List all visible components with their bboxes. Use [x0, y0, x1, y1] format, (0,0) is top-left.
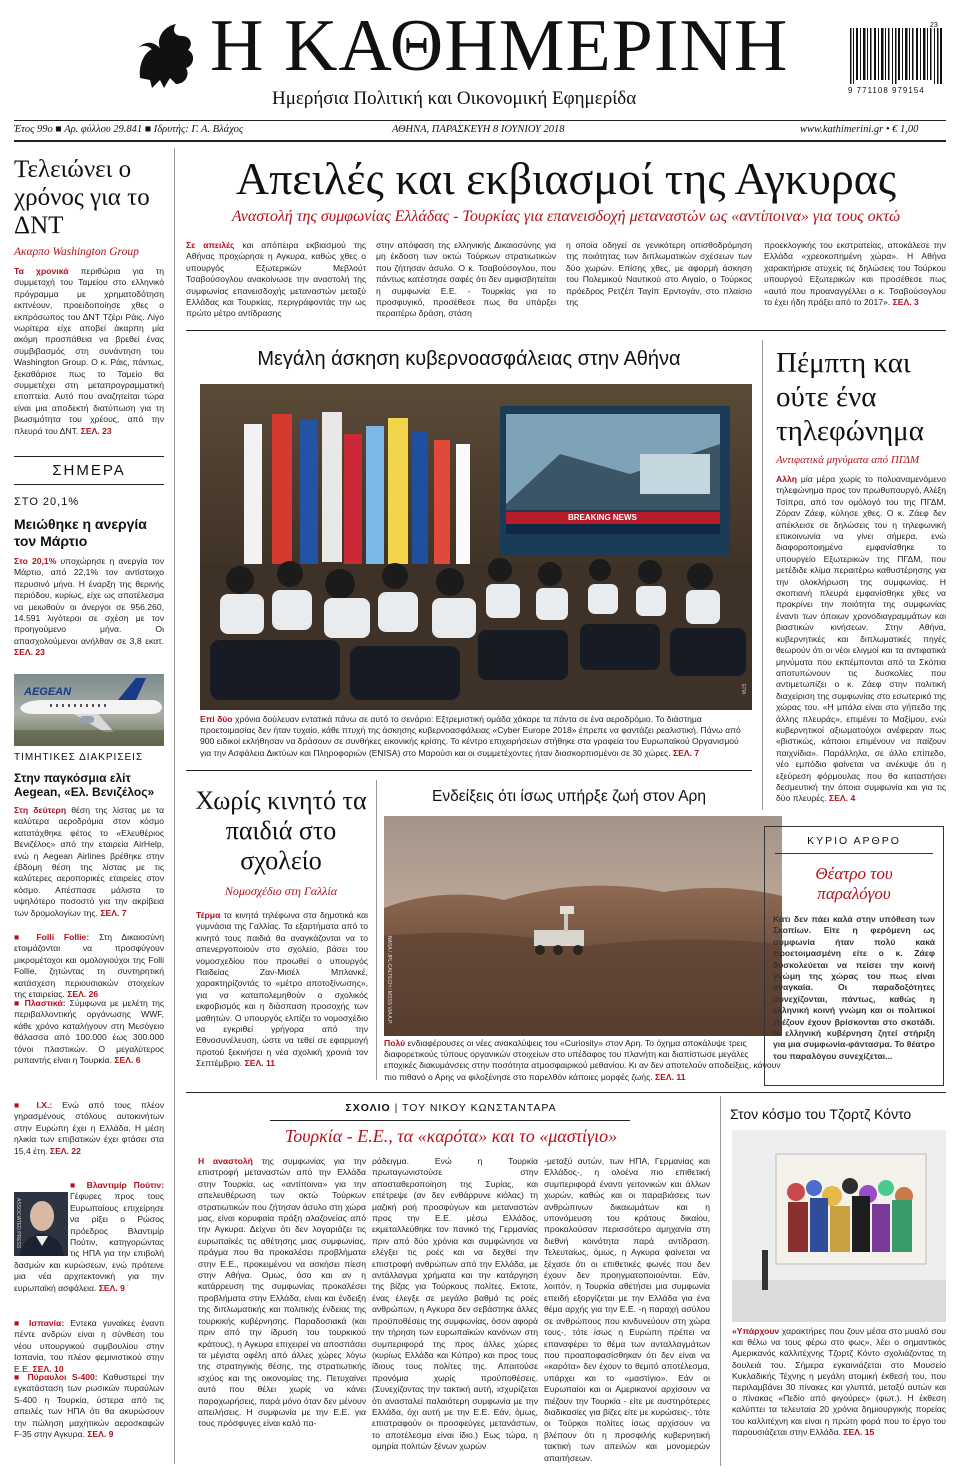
comment-col-3: -μεταξύ αυτών, των ΗΠΑ, Γερμανίας και Ελλάδος-, η ολοένα πιο επιθετική συμπεριφορά έναντι γειτονικών και άλλων χωρών, καθώς και οι παραβιάσεις των ανθρώπινων δικαιωμάτων και η υπονόμευση του κράτους δικαίου, προκαλούσαν περισσότερο αμηχανία στη διεθνή κοινότητα παρά αντίδραση. Τελευταίως, όμως, η Αγκυρα φαίνεται να ξέχασε ότι οι επιθετικές φωνές που δεν έχουν δεν προηγματοποιούνται. Εάν, λοιπόν, η Τουρκία αθετήσει μια συμφωνία επειδή εξοργίζεται με την Ελλάδα για ένα θέμα αρχής για την Ε.Ε. -η παραχή ασύλου σε ανθρώπους που κινδυνεύουν στη χώρα τους-, τότε ίσως η Ευρώπη πρέπει να επαναφέρει το θέμα των ανταλλαγμάτων που προαποφασίσθηκαν ότι δεν είναι να «καρότα» δεν έχουν το θεμιτό αποτέλεσμα, υπάρχει και το «μαστίγιο». Εάν οι Ευρωπαίοι και οι Αμερικανοί αρχίσουν να πιέζουν την Τουρκία - είτε με αυστηρότερες διαδικασίες για βίζες είτε με κυρώσεις-, τότε οι Τούρκοι πολίτες ίσως αρχίσουν να βλέπουν ότι η προσφιλής κυβερνητική τακτική των απειλών και μονομερών απαιτήσεων.	[544, 1156, 710, 1463]
folio-year: Έτος 99ο ■ Αρ. φύλλου 29.841 ■ Ιδρυτής: Γ. Α. Βλάχος	[14, 124, 244, 135]
brief-putin: ■ Βλαντιμίρ Πούτιν: Γέφυρες προς τους Ευρωπαίους επιχείρησε να ρίξει ο Ρώσος πρόεδρος Βλαντιμίρ Πούτιν, κατηγορώντας τις ΗΠΑ για την επιβολή δασμών και κυρώσεων, ενώ πρότεινε μια νέα αρχιτεκτονική για την ευρωπαϊκή ασφάλεια. ΣΕΛ. 9	[14, 1180, 164, 1293]
mars-photo-credit: NASA / JPL-CALTECH / MSSS VIA A.P.	[386, 936, 392, 1025]
masthead-subtitle: Ημερήσια Πολιτική και Οικονομική Εφημερίδα	[272, 88, 637, 109]
putin-photo-credit: ASSOCIATED PRESS	[15, 1198, 21, 1249]
art-headline: Στον κόσμο του Τζορτζ Κόντο	[730, 1106, 912, 1122]
dnt-subhead: Ακαρπο Washington Group	[14, 246, 139, 258]
aegean-headline: Στην παγκόσμια ελίτ Aegean, «Ελ. Βενιζέλος»	[14, 771, 155, 799]
editorial-headline: Θέατρο του παραλόγου	[815, 864, 893, 903]
mars-caption: Πολύ ενδιαφέρουσες οι νέες ανακαλύψεις του «Curiosity» στον Αρη. Το όχημα αποκάλυψε τρεις διαφορετικούς τύπους οργανικών στοιχείων στο υπέδαφος του πλανήτη και διαπίστωσε μεγάλες εποχικές διακυμάνσεις στην ποσότητα ατμοσφαιρικού μεθανίου. Κι αν δεν αποτελούν αποδείξεις, κάνουν πιο πιθανό ο Αρης να φιλοξένησε στο παρελθόν κάποιες μορφές ζωής. ΣΕΛ. 11	[384, 1038, 781, 1082]
editorial-box	[764, 826, 944, 1086]
fyrom-headline: Πέμπτη και ούτε ένα τηλεφώνημα	[776, 347, 924, 447]
brief-plastics: ■ Πλαστικά: Σύμφωνα με μελέτη της περιβαλλοντικής οργάνωσης WWF, κάθε χρόνο καταλήγουν στη Μεσόγειο θάλασσα από 100.000 έως 300.000 τόνοι πλαστικών. Ο μεγαλύτερος ρυπαντής είναι η Τουρκία. ΣΕΛ. 6	[14, 998, 165, 1066]
fyrom-subhead: Αντιφατικά μηνύματα από ΠΓΔΜ	[776, 454, 920, 466]
lead-subhead: Αναστολή της συμφωνίας Ελλάδας - Τουρκίας για επανεισδοχή μεταναστών ως «αντίποινα» για τους οκτώ	[231, 208, 901, 225]
editorial-body: Κάτι δεν πάει καλά στην υπόθεση των Σκοπίων. Είτε η φερόμενη ως συμφωνία ήταν πολύ κακά προετοιμασμένη είτε ο κ. Ζάεφ δυσκολεύεται να πείσει την κοινή γνώμη της χώρας του πως είναι αναγκαία. Οι παραδοξότητες συνεχίζονται, πάντως, καθώς η ελληνική κοινή γνώμη και οι πολιτικοί πιέζουν έχουν βρίσκονται στο σκοτάδι. Η ελληνική κυβέρνηση ζητεί στήριξη για μια συμφωνία-φάντασμα. Το θέατρο του παραλόγου συνεχίζεται...	[773, 914, 935, 1061]
mobiles-headline: Χωρίς κινητό τα παιδιά στο σχολείο	[195, 786, 367, 875]
screen-breaking-news: BREAKING NEWS	[568, 513, 637, 522]
lead-headline: Απειλές και εκβιασμοί της Αγκυρας	[235, 153, 897, 204]
cyber-exercise-photo	[200, 384, 752, 710]
art-caption: «Υπάρχουν χαρακτήρες που ζουν μέσα στο μυαλό σου και θέλω να τους φέρω στο φως», λέει ο σημαντικός Αμερικανός καλλιτέχνης Τζορτζ Κόντο σχολιάζοντας τη δουλειά του. Σήμερα εγκαινιάζεται στο Μουσείο Κυκλαδικής Τέχνης η μεγάλη ατομική έκθεσή του, που περιλαμβάνει 30 πίνακες και γλυπτά, μεταξύ αυτών και ο πίνακας «Πεδίο από φιγούρες» (φωτ.). Η έκθεση καλύπτει τα τελευταία 20 χρόνια δημιουργικής πορείας του καλλιτέχνη και είναι η πρώτη φορά που το έργο του παρουσιάζεται στην Ελλάδα. ΣΕΛ. 15	[732, 1326, 946, 1437]
lead-col-2: στην απόφαση της ελληνικής Δικαιοσύνης για μη έκδοση των οκτώ Τούρκων στρατιωτικών που ζήτησαν άσυλο. Ο κ. Τσαβούσογλου, που πάντως κατέστησε σαφές ότι δεν αμφισβητείται η συμφωνία Ε.Ε. - Τουρκίας για το προσφυγικό, προσέθεσε πως θα υπάρξει περαιτέρω δράση, στάση	[376, 240, 556, 319]
aegean-body: Στη δεύτερη θέση της λίστας με τα καλύτερα αεροδρόμια στον κόσμο κατατάχθηκε φέτος το «Ελευθέριος Βενιζέλος» από την εταιρεία AirHelp, ενώ η Aegean Airlines βρέθηκε στην έβδομη θέση της λίστας με τις καλύτερες αεροπορικές εταιρείες στον κόσμο. Απέσπασε μάλιστα το υψηλότερο ποσοστό για την ακρίβεια των δρομολογίων της. ΣΕΛ. 7	[14, 805, 164, 918]
fyrom-body: Αλλη μία μέρα χωρίς το πολυαναμενόμενο τηλεφώνημα προς τον πρωθυπουργό, Αλέξη Τσίπρα, από τον ομόλογό του της ΠΓΔΜ, Ζόραν Ζάεφ, κύλησε χθες. Ο κ. Ζάεφ δεν απέκλεισε σε δηλώσεις του η τηλεφωνική επικοινωνία να γίνει σήμερα, ενώ διαφοροποιημένο εμφανίσθηκε το υπουργείο Εξωτερικών της ΠΓΔΜ, που μετέδιδε κλίμα περαιτέρω καθυστέρησης για την ολοκλήρωση της συμφωνίας. Η σκοπιανή πλευρά εμφανίσθηκε χθες να προκρίνει την ποιότητα της συμφωνίας έναντι των όποιων χρονοδιαγραμμάτων και βιαστικών κινήσεων. Στην Αθήνα, κυβερνητικές και διπλωματικές πηγές θεωρούν ότι οι νέοι ελιγμοί και τα αντιφατικά μηνύματα που εκπέμπονται από τα Σκόπια αποτυπώνουν τις δυσκολίες που αντιμετωπίζει ο κ. Ζάεφ στην πολιτική διαχείριση της συμφωνίας στο εσωτερικό της χώρας του. «Η μπάλα είναι στο γήπεδο της άλλης πλευράς», επιμένει το Μαξίμου, ενώ κυβερνητικοί αξιωματούχοι ανέφεραν πως «βιστικώς, κάποιοι επιμένουν να παίζουν παιχνίδια». Παράλληλα, σε άλλο επίπεδο, νέο εμπόδιο φαίνεται να ανέκυψε ότι η εξεύρεση φόρμουλας που θα καταστήσει δεσμευτική την όποια συμφωνία και για τις δύο πλευρές. ΣΕΛ. 4	[776, 474, 946, 804]
folio-dateline: ΑΘΗΝΑ, ΠΑΡΑΣΚΕΥΗ 8 ΙΟΥΝΙΟΥ 2018	[392, 124, 565, 135]
dnt-story	[14, 156, 164, 436]
cyber-headline: Μεγάλη άσκηση κυβερνοασφάλειας στην Αθήνα	[257, 348, 681, 370]
cyber-caption: Επί δύο χρόνια δούλευαν εντατικά πάνω σε αυτό το σενάριο: Εξτρεμιστική ομάδα χάκαρε τα πάντα σε ένα αεροδρόμιο. Το διάστημα προετοιμασίας δεν ήταν τυχαίο, κάθε πτυχή της άσκησης κυβερνοασφάλειας «Cyber Europe 2018» έπρεπε να φαντάζει ρεαλιστική. Πάνω από 900 ειδικοί εκλήθησαν να δράσουν σε συνθήκες εικονικής κρίσης. Το κέντρο επιχειρήσεων στήθηκε στα γραφεία του Ευρωπαϊκού Οργανισμού για την Ασφάλεια Δικτύων και Πληροφοριών (ENISA) στο Μαρούσι και οι συμμετέχοντες ήταν διασκορπισμένοι σε 30 χώρες. ΣΕΛ. 7	[200, 714, 741, 758]
cyber-photo-credit: ΕΠΑ	[740, 684, 746, 695]
issue-code: 23	[930, 22, 938, 29]
barcode	[848, 28, 944, 84]
mobiles-subhead: Νομοσχέδιο στη Γαλλία	[224, 884, 338, 898]
comment-headline: Τουρκία - Ε.Ε., τα «καρότα» και το «μαστίγιο»	[284, 1126, 618, 1146]
aircraft-livery: AEGEAN	[24, 686, 72, 698]
mobiles-body: Τέρμα τα κινητά τηλέφωνα στα δημοτικά και γυμνάσια της Γαλλίας. Τα εξαρτήματα από το κινητό τους παιδιά θα αναγκάζονται να το απενεργοποιούν στο σχολείο, βάσει του νομοσχεδίου που προωθεί ο υπουργός Παιδείας Ζαν-Μισέλ Μπλανκέ, χαρακτηρίζοντάς το «μέτρο αποτοξίνωσης», για να καταπολεμηθούν ο σχολικός εκφοβισμός και η διάσπαση προσοχής των μαθητών. Ο υπουργός ελπίζει το νομοσχέδιο να εγκριθεί γρήγορα από την Εθνοσυνέλευση, ώστε να τεθεί σε εφαρμογή προτού ξεκινήσει η νέα σχολική χρονιά τον Σεπτέμβριο. ΣΕΛ. 11	[196, 910, 368, 1069]
brief-folli: ■ Folli Follie: Στη Δικαιοσύνη ετοιμάζονται να προσφύγουν μικρομέτοχοι και ομολογιούχοι της Folli Follie, ζητώντας τη συντηρητική κατάσχεση περιουσιακών στοιχείων της εταιρείας. ΣΕΛ. 26	[14, 932, 164, 1000]
unemployment-kicker: ΣΤΟ 20,1%	[14, 496, 80, 508]
lead-col-1: Σε απειλές και απόπειρα εκβιασμού της Αθήνας προχώρησε η Αγκυρα, καθώς χθες ο υπουργός Εξωτερικών Μεβλούτ Τσαβούσογλου ανακοίνωσε την αναστολή της συμφωνίας επανεισδοχής μεταναστών μεταξύ Ελλάδας και Τουρκίας, περιγράφοντάς την ως πρώτο μέτρο αντίδρασης	[186, 240, 367, 319]
masthead-title: Η ΚΑΘΗΜΕΡΙΝΗ	[210, 5, 789, 87]
griffin-logo-icon	[130, 18, 200, 92]
mars-curiosity-photo	[384, 816, 782, 1036]
condo-painting-photo	[732, 1130, 946, 1322]
brief-cars: ■ Ι.Χ.: Ενώ από τους πλέον γηρασμένους στόλους αυτοκινήτων στην Ευρώπη έχει η Ελλάδα. Η μέση ηλικία των επιβατικών έχει φτάσει στα 15,4 έτη. ΣΕΛ. 22	[14, 1100, 164, 1156]
folio-website: www.kathimerini.gr • € 1,00	[800, 124, 919, 135]
comment-byline: ΣΧΟΛΙΟ | ΤΟΥ ΝΙΚΟΥ ΚΩΝΣΤΑΝΤΑΡΑ	[345, 1102, 557, 1114]
editorial-label: ΚΥΡΙΟ ΑΡΘΡΟ	[775, 827, 933, 854]
briefs-list	[14, 932, 164, 1158]
lead-col-3: η οποία οδηγεί σε γενικότερη οπισθοδρόμηση της ποιότητας των διπλωματικών σχέσεων των δύο χωρών. Επίσης χθες, με αφορμή άσκηση του Πολεμικού Ναυτικού στο Αιγαίο, ο Τούρκος πρόεδρος Ρετζέπ Ταγίπ Ερντογάν, στο πλαίσιο της	[566, 240, 752, 308]
dnt-body: Τα χρονικά περιθώρια για τη συμμετοχή του Ταμείου στο ελληνικό πρόγραμμα με χρηματοδότηση εκπνέουν, προειδοποίησε χθες ο εκπρόσωπος του ΔΝΤ Τζέρι Ράις. Λίγο νωρίτερα είχε αποβεί άκαρπη μία ακόμη προσπάθεια να βρεθεί ένας συμβιβασμός στη συνάντηση του Washington Group. Ο κ. Ράις, πάντως, ξεκαθάρισε πως το Ταμείο θα συμμετέχει στη μεταπρογραμματική εποπτεία. Αυτό που αναζητείται τώρα είναι μια αποδεκτή διατύπωση για τη βιωσιμότητα του χρέους, από την πλευρά του ΔΝΤ. ΣΕΛ. 23	[14, 266, 164, 436]
comment-col-2: ράδειγμα. Ενώ η Τουρκία πρωταγωνιστούσε στην αποσταθεροποίηση της Συρίας, και επέτρεψε (αν δεν ενθάρρυνε κιόλας) τη μαζική ροή προσφύγων και μεταναστών προς την Ε.Ε. μέσω Ελλάδος, εκμεταλλεύθηκε τον πανικό της Γερμανίας πριν από δύο χρόνια και συμφώνησε να ελέγξει τις ροές και να δεχθεί την επιστροφή ανθρώπων από την Ελλάδα, με αντάλλαγμα χρήματα και την κατάργηση της βίζας για Τούρκους πολίτες. Εκτοτε, ένας έλεγξε σε μεγάλο βαθμό τις ροές ανθρώπων, η Αγκυρα δεν σεβάστηκε άλλες προϋποθέσεις της συμφωνίας, όσον αφορά την τήρηση των ευρωπαϊκών κανόνων στη συμπεριφορά της προς άλλες χώρες (κυρίως Ελλάδα και Κύπρο) και προς τους ίδιους τους πολίτες της. Απαιτούσε προνόμια χωρίς προϋποθέσεις. (Συνεχίζοντας την τακτική αυτή, ισχυρίζεται ότι ανασταλεί παλαιότερη συμφωνία με την Ελλάδα, όχι αυτή με την Ε.Ε. Εάν, όμως, επιστραφούν οι προσφεύγες μετανάστων, το αποτέλεσμα είναι ίδιο.) Εως τώρα, η ομηρία πολιτών ξένων χωρών	[372, 1156, 538, 1452]
aegean-aircraft-photo	[14, 674, 164, 746]
unemployment-body: Στο 20,1% υποχώρησε η ανεργία τον Μάρτιο, από 22,1% τον αντίστοιχο περυσινό μήνα. Η έναρξη της θερινής περιόδου, κυρίως, είχε ως αποτέλεσμα να μειωθούν οι άνεργοι σε 956.260, 14.591 λιγότεροι σε σχέση με τον προηγούμενο μήνα. Οι απασχολούμενοι ανήλθαν σε 3,8 εκατ. ΣΕΛ. 23	[14, 556, 164, 658]
aegean-story	[14, 752, 164, 921]
barcode-number: 9 771108 979154	[848, 86, 925, 95]
brief-spain: ■ Ισπανία: Εντεκα γυναίκες έναντι πέντε ανδρών είναι η σύνθεση του νέου υπουργικού συμβουλίου στην Ισπανία, του πλέον φεμινιστικού στην Ε.Ε. ΣΕΛ. 10	[14, 1318, 165, 1374]
aegean-kicker: ΤΙΜΗΤΙΚΕΣ ΔΙΑΚΡΙΣΕΙΣ	[14, 752, 144, 763]
unemployment-headline: Μειώθηκε η ανεργία τον Μάρτιο	[14, 516, 147, 549]
brief-s400: ■ Πύραυλοι S-400: Καθυστερεί την εγκατάσταση των ρωσικών πυραύλων S-400 η Τουρκία, ύστερα από τις απειλές των ΗΠΑ ότι θα ακυρώσουν την πώληση μαχητικών αεροσκαφών F-35 στην Αγκυρα. ΣΕΛ. 9	[14, 1372, 164, 1440]
briefs-list-2	[14, 1318, 164, 1452]
unemployment-story	[14, 496, 164, 660]
dnt-headline: Τελειώνει ο χρόνος για το ΔΝΤ	[14, 156, 150, 239]
today-label: ΣΗΜΕΡΑ	[52, 462, 126, 479]
mars-headline: Ενδείξεις ότι ίσως υπήρξε ζωή στον Αρη	[432, 788, 706, 805]
comment-col-1: Η αναστολή της συμφωνίας για την επιστροφή μεταναστών από την Ελλάδα στην Τουρκία, ως «αντίποινα» για την απελευθέρωση των οκτώ Τούρκων στρατιωτικών που ζήτησαν άσυλο στη χώρα μας, είναι κορυφαία πράξη αλαζονείας από την Αγκυρα. Δείχνει ότι δεν λογαριάζει τις ευρωπαϊκές τις αθέτησης μιας συμφωνίας, πράγμα που θα προκαλέσει προβλήματα στην Ε.Ε., προκειμένου να ασκήσει πίεση στην Αθήνα. Ομως, όσο και αν η κατάρρευση της συμφωνίας προκαλέσει προβλήματα στην Ελλάδα, είναι και ένδειξη της διπλωματικής και πολιτικής ένδειας της τουρκικής κυβέρνησης. Παραδοσιακά (και πριν από την ίδρυση του τουρκικού κράτους), η Αγκυρα επιχειρεί να αποσπάσει τα μέγιστα οφέλη από άλλες χώρες λόγω της στρατηγικής θέσης, της στρατιωτικής ισχύος και της οικονομίας της. Πετυχαίνει αυτό που θέλει χωρίς να κάνει παραχωρήσεις, παρά μόνο όταν δεν μένουν απειλήσεις. Η συμφωνία με την Ε.Ε. για τους πρόσφυγες είναι καλό πα-	[198, 1156, 366, 1429]
lead-col-4: προεκλογικής του εκστρατείας, αποκάλεσε την Ελλάδα «χρεοκοπημένη χώρα». Η Αθήνα χαρακτήρισε ατυχείς τις δηλώσεις του Τούρκου υπουργού Εξωτερικών και προσέθεσε πως «αυτό που προαναγγέλλει ο κ. Τσαβούσογλου το έχει ήδη πράξει από το 2017». ΣΕΛ. 3	[764, 240, 946, 308]
